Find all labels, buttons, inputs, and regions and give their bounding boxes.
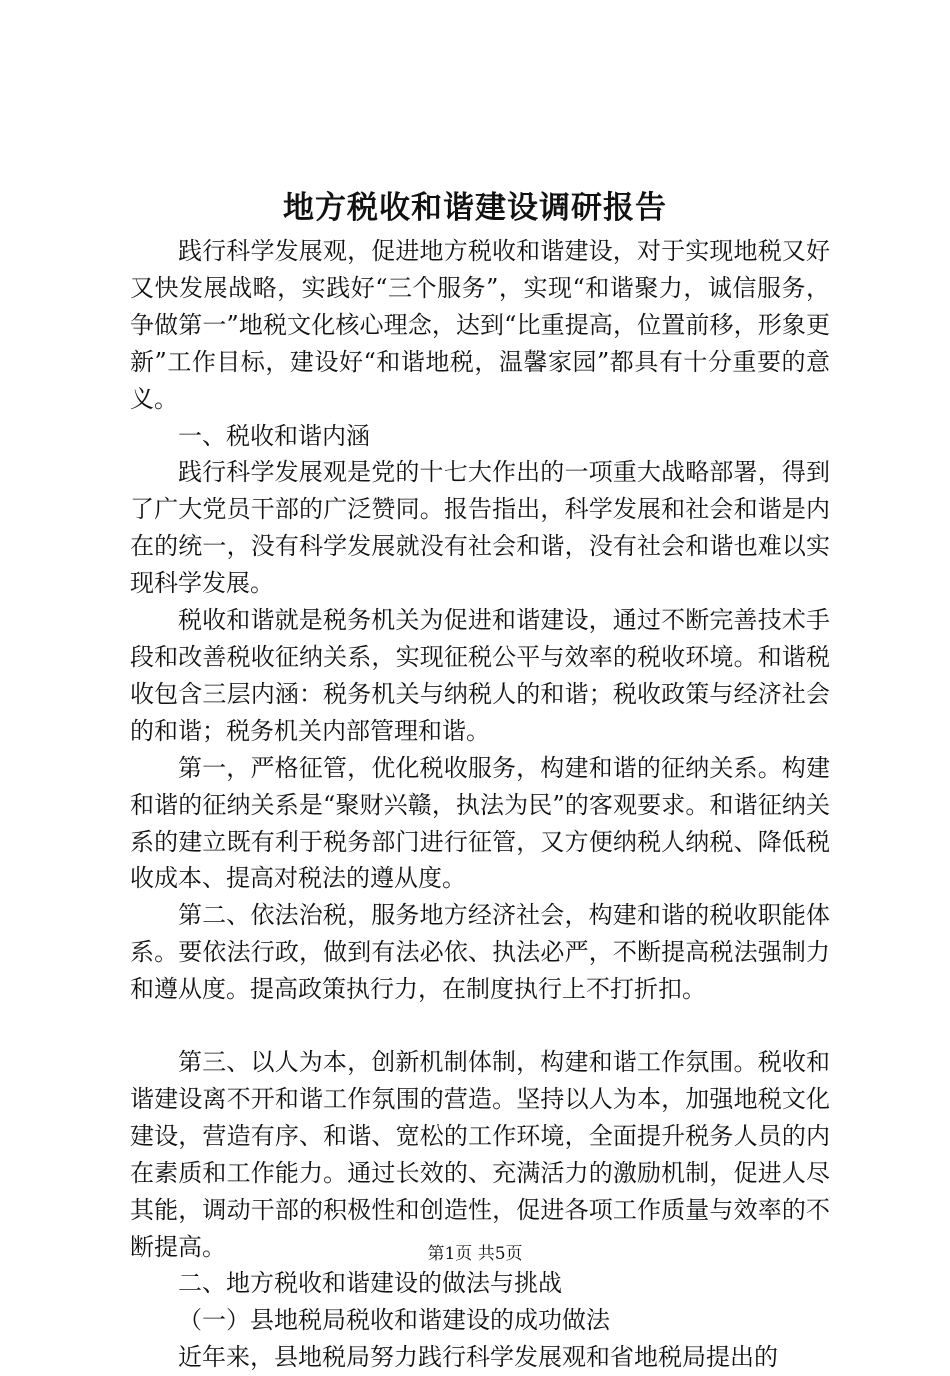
section-heading-2: 二、地方税收和谐建设的做法与挑战: [178, 1269, 562, 1298]
paragraph: 税收和谐就是税务机关为促进和谐建设，通过不断完善技术手段和改善税收征纳关系，实现征税公平与效率的税收环境。和谐税收包含三层内涵：税务机关与纳税人的和谐；税收政策与经济社会的和谐；税务机关内部管理和谐。: [130, 606, 830, 745]
document-body: [130, 233, 830, 1376]
document-title: 地方税收和谐建设调研报告: [283, 190, 667, 226]
paragraph-intro: 践行科学发展观，促进地方税收和谐建设，对于实现地税又好又快发展战略，实践好“三个服务”，实现“和谐聚力，诚信服务，争做第一”地税文化核心理念，达到“比重提高，位置前移，形象更新”工作目标，建设好“和谐地税，温馨家园”都具有十分重要的意义。: [130, 237, 830, 413]
subsection-heading: （一）县地税局税收和谐建设的成功做法: [178, 1306, 610, 1335]
paragraph: 第二、依法治税，服务地方经济社会，构建和谐的税收职能体系。要依法行政，做到有法必依、执法必严，不断提高税法强制力和遵从度。提高政策执行力，在制度执行上不打折扣。: [130, 901, 830, 1004]
paragraph: 第三、以人为本，创新机制体制，构建和谐工作氛围。税收和谐建设离不开和谐工作氛围的营造。坚持以人为本，加强地税文化建设，营造有序、和谐、宽松的工作环境，全面提升税务人员的内在素质和工作能力。通过长效的、充满活力的激励机制，促进人尽其能，调动干部的积极性和创造性，促进各项工作质量与效率的不断提高。: [130, 1048, 830, 1261]
section-heading-1: 一、税收和谐内涵: [178, 421, 370, 450]
paragraph: 第一，严格征管，优化税收服务，构建和谐的征纳关系。构建和谐的征纳关系是“聚财兴赣，执法为民”的客观要求。和谐征纳关系的建立既有利于税务部门进行征管，又方便纳税人纳税、降低税收成本、提高对税法的遵从度。: [130, 753, 830, 893]
page-footer: 第1页 共5页: [427, 1244, 523, 1264]
paragraph: 近年来，县地税局努力践行科学发展观和省地税局提出的: [178, 1343, 778, 1372]
paragraph: 践行科学发展观是党的十七大作出的一项重大战略部署，得到了广大党员干部的广泛赞同。报告指出，科学发展和社会和谐是内在的统一，没有科学发展就没有社会和谐，没有社会和谐也难以实现科学发展。: [130, 458, 830, 598]
